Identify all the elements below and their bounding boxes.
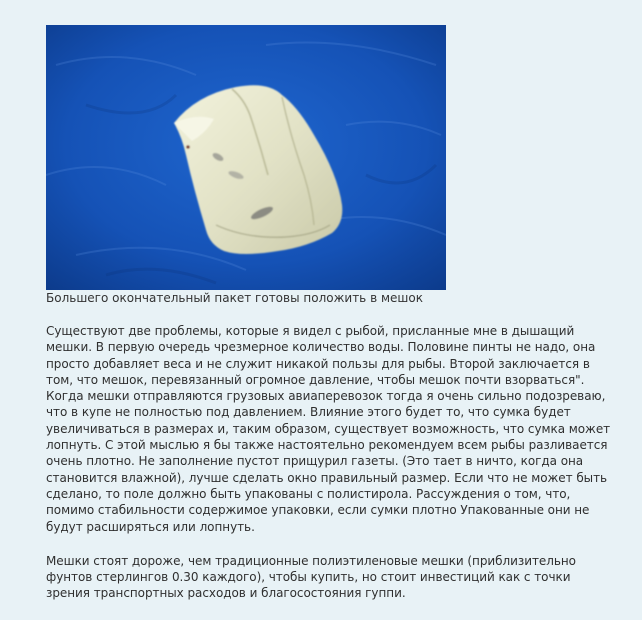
article-body bbox=[46, 323, 616, 620]
photo-caption: Большего окончательный пакет готовы положить в мешок bbox=[46, 291, 423, 305]
article-paragraph: Существуют две проблемы, которые я видел с рыбой, присланные мне в дышащий мешки. В первую очередь чрезмерное количество воды. Половине пинты не надо, она просто добавляет веса и не служит никакой пользы для рыбы. Второй заключается в том, что мешок, перевязанный огромное давление, чтобы мешок почти взорваться". Когда мешки отправляются грузовых авиаперевозок тогда я очень сильно подозреваю, что в купе не полностью под давлением. Влияние этого будет то, что сумка будет увеличиваться в размерах и, таким образом, существует возможность, что сумка может лопнуть. С этой мыслью я бы также настоятельно рекомендуем всем рыбы разливается очень плотно. Не заполнение пустот прищурил газеты. (Это тает в ничто, когда она становится влажной), лучше сделать окно правильный размер. Если что не может быть сделано, то поле должно быть упакованы с полистирола. Рассуждения о том, что, помимо стабильности содержимое упаковки, если сумки плотно Упакованные они не будут расширяться или лопнуть. bbox=[46, 324, 611, 534]
bag-in-towel-illustration bbox=[46, 25, 446, 290]
article-paragraph: Мешки стоят дороже, чем традиционные полиэтиленовые мешки (приблизительно фунтов стерлингов 0.30 каждого), чтобы купить, но стоит инвестиций как с точки зрения транспортных расходов и благосостояния гуппи. bbox=[46, 553, 576, 601]
article-photo bbox=[46, 25, 446, 290]
